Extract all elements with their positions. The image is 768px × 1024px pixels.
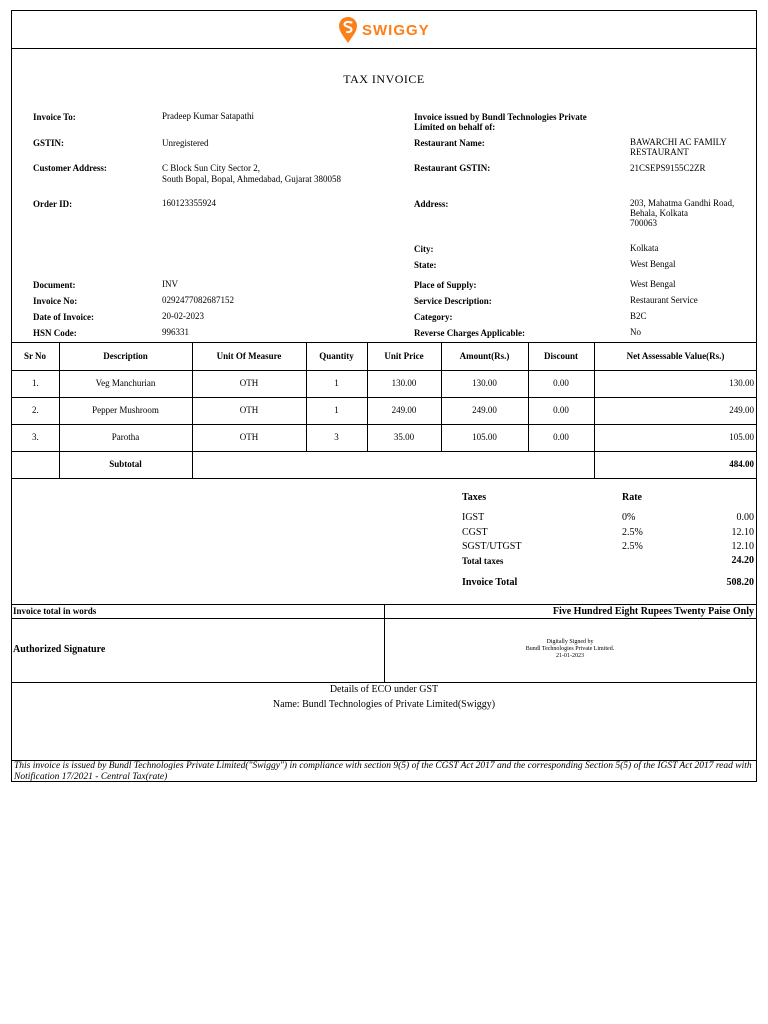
invoice-no-label: Invoice No:	[33, 296, 78, 306]
customer-address-line-2: South Bopal, Bopal, Ahmedabad, Gujarat 380058	[162, 174, 341, 184]
restaurant-name-label: Restaurant Name:	[414, 138, 485, 148]
customer-address-line-1: C Block Sun City Sector 2,	[162, 163, 261, 173]
cell-sr-no: 1.	[32, 378, 39, 388]
restaurant-gstin-label: Restaurant GSTIN:	[414, 163, 491, 173]
reverse-charges-label: Reverse Charges Applicable:	[414, 328, 525, 338]
cell-quantity: 3	[334, 432, 339, 442]
col-header-discount: Discount	[543, 351, 578, 361]
tax-amount-sgst: 12.10	[731, 541, 754, 552]
table-row-border	[11, 424, 757, 425]
digital-signature-line-2: Bundl Technologies Private Limited.	[525, 646, 615, 652]
swiggy-logo	[338, 16, 438, 44]
digital-signature-line-1: Digitally Signed by	[546, 639, 594, 645]
eco-title: Details of ECO under GST	[329, 684, 439, 695]
cell-unit-price: 35.00	[393, 432, 415, 442]
subtotal-value: 484.00	[729, 459, 754, 469]
taxes-header: Taxes	[462, 492, 487, 503]
cell-unit-of-measure: OTH	[239, 378, 259, 388]
gstin-label: GSTIN:	[33, 138, 65, 148]
restaurant-name-line-2: RESTAURANT	[630, 147, 689, 157]
hsn-code-value: 996331	[162, 327, 189, 337]
issued-by-line-1: Invoice issued by Bundl Technologies Private	[414, 112, 587, 122]
cell-description: Pepper Mushroom	[92, 405, 159, 415]
header-divider	[11, 48, 757, 49]
city-value: Kolkata	[630, 243, 659, 253]
restaurant-gstin-value: 21CSEPS9155C2ZR	[630, 163, 706, 173]
tax-amount-igst: 0.00	[736, 512, 754, 523]
brand-name: SWIGGY	[362, 22, 430, 39]
col-header-amount: Amount(Rs.)	[459, 351, 510, 361]
address-label: Address:	[414, 199, 449, 209]
state-label: State:	[414, 260, 437, 270]
words-divider	[384, 604, 385, 682]
col-header-unit-price: Unit Price	[384, 351, 424, 361]
gstin-value: Unregistered	[162, 138, 209, 148]
col-header-unit-of-measure: Unit Of Measure	[216, 351, 282, 361]
cell-net-value: 249.00	[729, 405, 754, 415]
reverse-charges-value: No	[630, 327, 641, 337]
customer-address-label: Customer Address:	[33, 163, 107, 173]
tax-name-sgst: SGST/UTGST	[462, 541, 522, 552]
cell-description: Veg Manchurian	[95, 378, 156, 388]
tax-amount-cgst: 12.10	[731, 527, 754, 538]
address-line-1: 203, Mahatma Gandhi Road,	[630, 198, 735, 208]
cell-discount: 0.00	[553, 378, 569, 388]
col-header-quantity: Quantity	[319, 351, 354, 361]
table-row-border	[11, 397, 757, 398]
cell-description: Parotha	[111, 432, 140, 442]
order-id-label: Order ID:	[33, 199, 73, 209]
table-bottom-border	[11, 478, 757, 479]
cell-quantity: 1	[334, 378, 339, 388]
footer-note: This invoice is issued by Bundl Technologies Private Limited("Swiggy") in compliance with section 9(5) of the CGST Act 2017 and the corresponding Section 5(5) of the IGST Act 2017 read with Notification 17/2021 - Central Tax(rate)	[14, 761, 752, 782]
service-description-label: Service Description:	[414, 296, 492, 306]
col-header-net-assessable-value: Net Assessable Value(Rs.)	[626, 351, 725, 361]
document-value: INV	[162, 279, 178, 289]
tax-name-cgst: CGST	[462, 527, 488, 538]
cell-discount: 0.00	[553, 432, 569, 442]
swiggy-logo-icon	[338, 16, 358, 44]
table-row-border	[11, 451, 757, 452]
invoice-total-value: 508.20	[726, 577, 754, 588]
tax-rate-cgst: 2.5%	[622, 527, 643, 538]
cell-quantity: 1	[334, 405, 339, 415]
place-of-supply-value: West Bengal	[630, 279, 676, 289]
cell-discount: 0.00	[553, 405, 569, 415]
cell-unit-price: 130.00	[391, 378, 417, 388]
col-header-sr-no: Sr No	[23, 351, 47, 361]
cell-amount: 130.00	[472, 378, 497, 388]
invoice-to-value: Pradeep Kumar Satapathi	[162, 111, 254, 121]
tax-name-igst: IGST	[462, 512, 485, 523]
page-title: TAX INVOICE	[343, 72, 425, 86]
digital-signature-line-3: 21-01-2023	[556, 653, 584, 659]
address-line-3: 700063	[630, 218, 657, 228]
service-description-value: Restaurant Service	[630, 295, 698, 305]
digital-signature	[386, 639, 754, 660]
total-taxes-value: 24.20	[731, 555, 754, 566]
rate-header: Rate	[622, 492, 642, 503]
cell-amount: 249.00	[472, 405, 497, 415]
words-value: Five Hundred Eight Rupees Twenty Paise Only	[552, 606, 754, 617]
invoice-total-label: Invoice Total	[462, 577, 518, 588]
cell-net-value: 130.00	[729, 378, 754, 388]
restaurant-name-line-1: BAWARCHI AC FAMILY	[630, 137, 727, 147]
category-label: Category:	[414, 312, 453, 322]
category-value: B2C	[630, 311, 647, 321]
subtotal-label: Subtotal	[109, 459, 142, 469]
cell-unit-of-measure: OTH	[239, 432, 259, 442]
cell-net-value: 105.00	[729, 432, 754, 442]
words-label: Invoice total in words	[13, 606, 97, 616]
tax-rate-igst: 0%	[622, 512, 636, 523]
place-of-supply-label: Place of Supply:	[414, 280, 477, 290]
issued-by-line-2: Limited on behalf of:	[414, 122, 496, 132]
city-label: City:	[414, 244, 434, 254]
total-taxes-label: Total taxes	[462, 556, 504, 566]
hsn-code-label: HSN Code:	[33, 328, 77, 338]
tax-rate-sgst: 2.5%	[622, 541, 643, 552]
state-value: West Bengal	[630, 259, 676, 269]
col-header-description: Description	[103, 351, 148, 361]
cell-sr-no: 2.	[32, 405, 39, 415]
invoice-no-value: 0292477082687152	[162, 295, 234, 305]
cell-amount: 105.00	[472, 432, 497, 442]
invoice-to-label: Invoice To:	[33, 112, 76, 122]
document-label: Document:	[33, 280, 76, 290]
address-line-2: Behala, Kolkata	[630, 208, 688, 218]
date-of-invoice-value: 20-02-2023	[162, 311, 204, 321]
date-of-invoice-label: Date of Invoice:	[33, 312, 94, 322]
table-header-border	[11, 370, 757, 371]
cell-unit-of-measure: OTH	[239, 405, 259, 415]
signature-bottom-border	[11, 682, 757, 683]
cell-unit-price: 249.00	[391, 405, 417, 415]
authorized-signature-label: Authorized Signature	[13, 644, 106, 655]
cell-sr-no: 3.	[32, 432, 39, 442]
order-id-value: 160123355924	[162, 198, 216, 208]
eco-name: Name: Bundl Technologies of Private Limited(Swiggy)	[272, 699, 496, 710]
table-top-border	[11, 342, 757, 343]
